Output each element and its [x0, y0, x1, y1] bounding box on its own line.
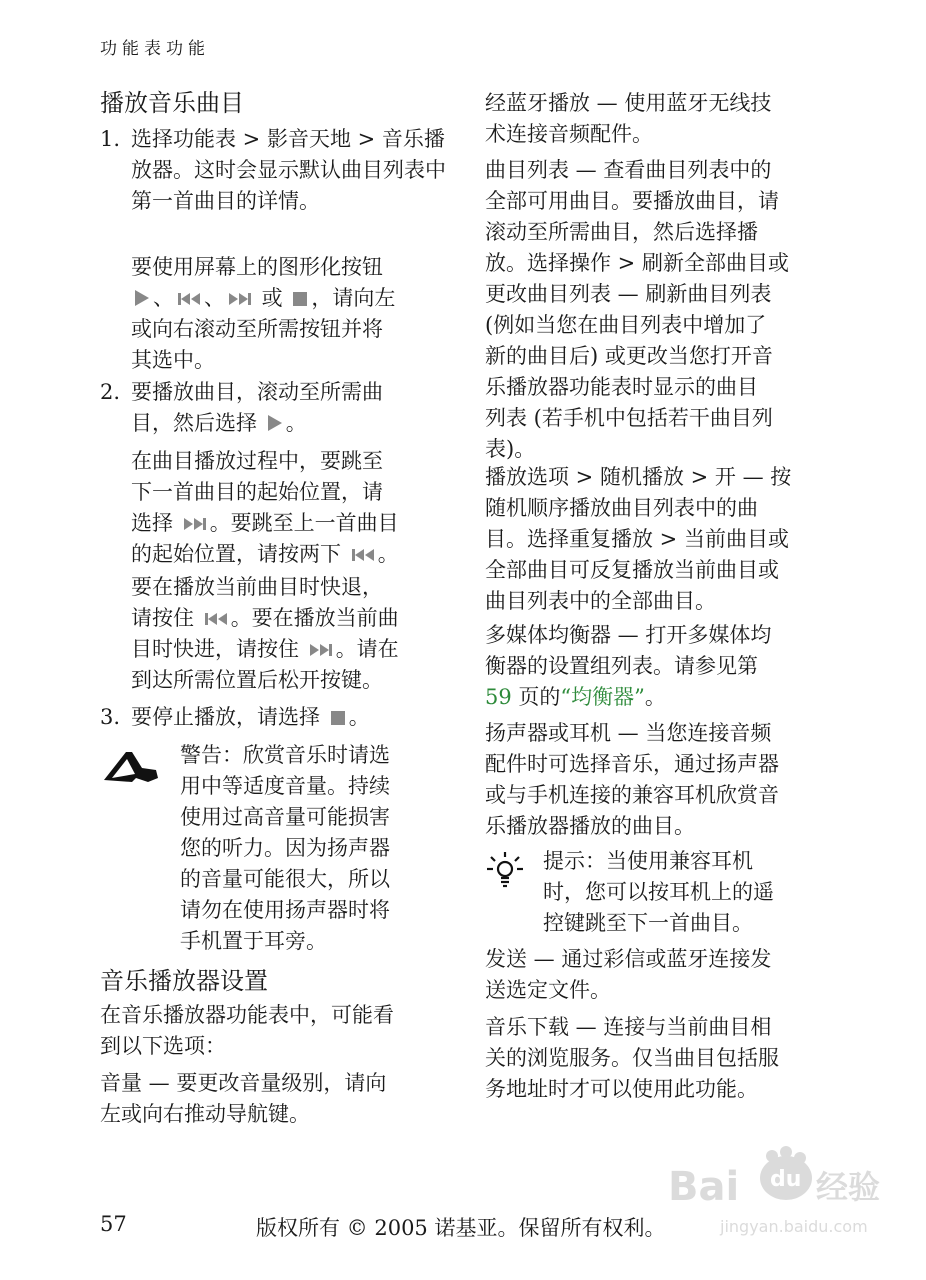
running-header: 功能表功能 — [100, 39, 210, 59]
baidu-watermark — [660, 1142, 890, 1252]
rewind-icon — [204, 611, 228, 627]
page-reference[interactable]: 59 — [485, 685, 512, 709]
step-number: 1. — [100, 127, 121, 151]
option-send: 发送 — 通过彩信或蓝牙连接发 送选定文件。 — [485, 947, 772, 1002]
option-music-download: 音乐下载 — 连接与当前曲目相 关的浏览服务。仅当曲目包括服 务地址时才可以使用此功能。 — [485, 1015, 779, 1101]
watermark-paw-text: du — [770, 1167, 802, 1192]
option-track-list: 曲目列表 — 查看曲目列表中的 全部可用曲目。要播放曲目，请 滚动至所需曲目，然后选择播 放。选择操作 > 刷新全部曲目或 更改曲目列表 — 刷新曲目列表 (例如当您在曲目列表中增加了 新的曲目后) 或更改当您打开音 乐播放器功能表时显示的曲目 列表 (若手机中包括若干曲目列 表)。 — [485, 158, 789, 461]
watermark-cn: 经验 — [816, 1168, 881, 1206]
tip-lightbulb-icon — [485, 850, 525, 890]
section-heading-settings: 音乐播放器设置 — [100, 967, 268, 995]
warning-icon — [102, 748, 160, 784]
forward-icon — [309, 642, 333, 658]
warning-label: 警告： — [180, 743, 243, 767]
warning-note: 警告：欣赏音乐时请选 用中等适度音量。持续 使用过高音量可能损害 您的听力。因为扬声器 的音量可能很大，所以 请勿在使用扬声器时将 手机置于耳旁。 — [180, 743, 390, 953]
tip-label: 提示： — [543, 849, 606, 873]
tip-note: 提示：当使用兼容耳机 时，您可以按耳机上的遥 控键跳至下一首曲目。 — [543, 849, 774, 935]
forward-icon — [183, 516, 207, 532]
option-volume: 音量 — 要更改音量级别，请向 左或向右推动导航键。 — [100, 1071, 387, 1126]
watermark-brand: Bai — [668, 1164, 740, 1210]
rewind-icon — [177, 291, 201, 307]
stop-icon — [292, 291, 308, 307]
play-icon — [134, 289, 150, 307]
page-number: 57 — [100, 1212, 127, 1236]
watermark-url: jingyan.baidu.com — [720, 1217, 868, 1236]
option-equalizer: 多媒体均衡器 — 打开多媒体均 衡器的设置组列表。请参见第 59 页的“均衡器”。 — [485, 623, 772, 709]
step-1-note: 要使用屏幕上的图形化按钮 、 、 或 ，请向左 或向右滚动至所需按钮并将 其选中。 — [131, 255, 396, 372]
settings-intro: 在音乐播放器功能表中，可能看 到以下选项： — [100, 1003, 394, 1058]
step-1-text: 选择功能表 > 影音天地 > 音乐播放器。这时会显示默认曲目列表中第一首曲目的详情。 — [131, 127, 446, 213]
equalizer-link[interactable]: “均衡器” — [560, 685, 645, 709]
rewind-icon — [351, 547, 375, 563]
step-2-seek-note: 要在播放当前曲目时快退， 请按住 。要在播放当前曲 目时快进，请按住 。请在 到达所需位置后松开按键。 — [131, 575, 399, 692]
section-heading-play: 播放音乐曲目 — [100, 89, 244, 117]
stop-icon — [330, 710, 346, 726]
option-play-options: 播放选项 > 随机播放 > 开 — 按 随机顺序播放曲目列表中的曲 目。选择重复播放 > 当前曲目或 全部曲目可反复播放当前曲目或 曲目列表中的全部曲目。 — [485, 465, 792, 613]
option-speaker-headset: 扬声器或耳机 — 当您连接音频 配件时可选择音乐，通过扬声器 或与手机连接的兼容耳机欣赏音 乐播放器播放的曲目。 — [485, 721, 779, 838]
option-bluetooth: 经蓝牙播放 — 使用蓝牙无线技 术连接音频配件。 — [485, 91, 772, 146]
play-icon — [267, 414, 283, 432]
step-2-skip-note: 在曲目播放过程中，要跳至 下一首曲目的起始位置，请 选择 。要跳至上一首曲目 的起始位置，请按两下 。 — [131, 449, 399, 566]
copyright: 版权所有 © 2005 诺基亚。保留所有权利。 — [256, 1216, 666, 1240]
forward-icon — [228, 291, 252, 307]
